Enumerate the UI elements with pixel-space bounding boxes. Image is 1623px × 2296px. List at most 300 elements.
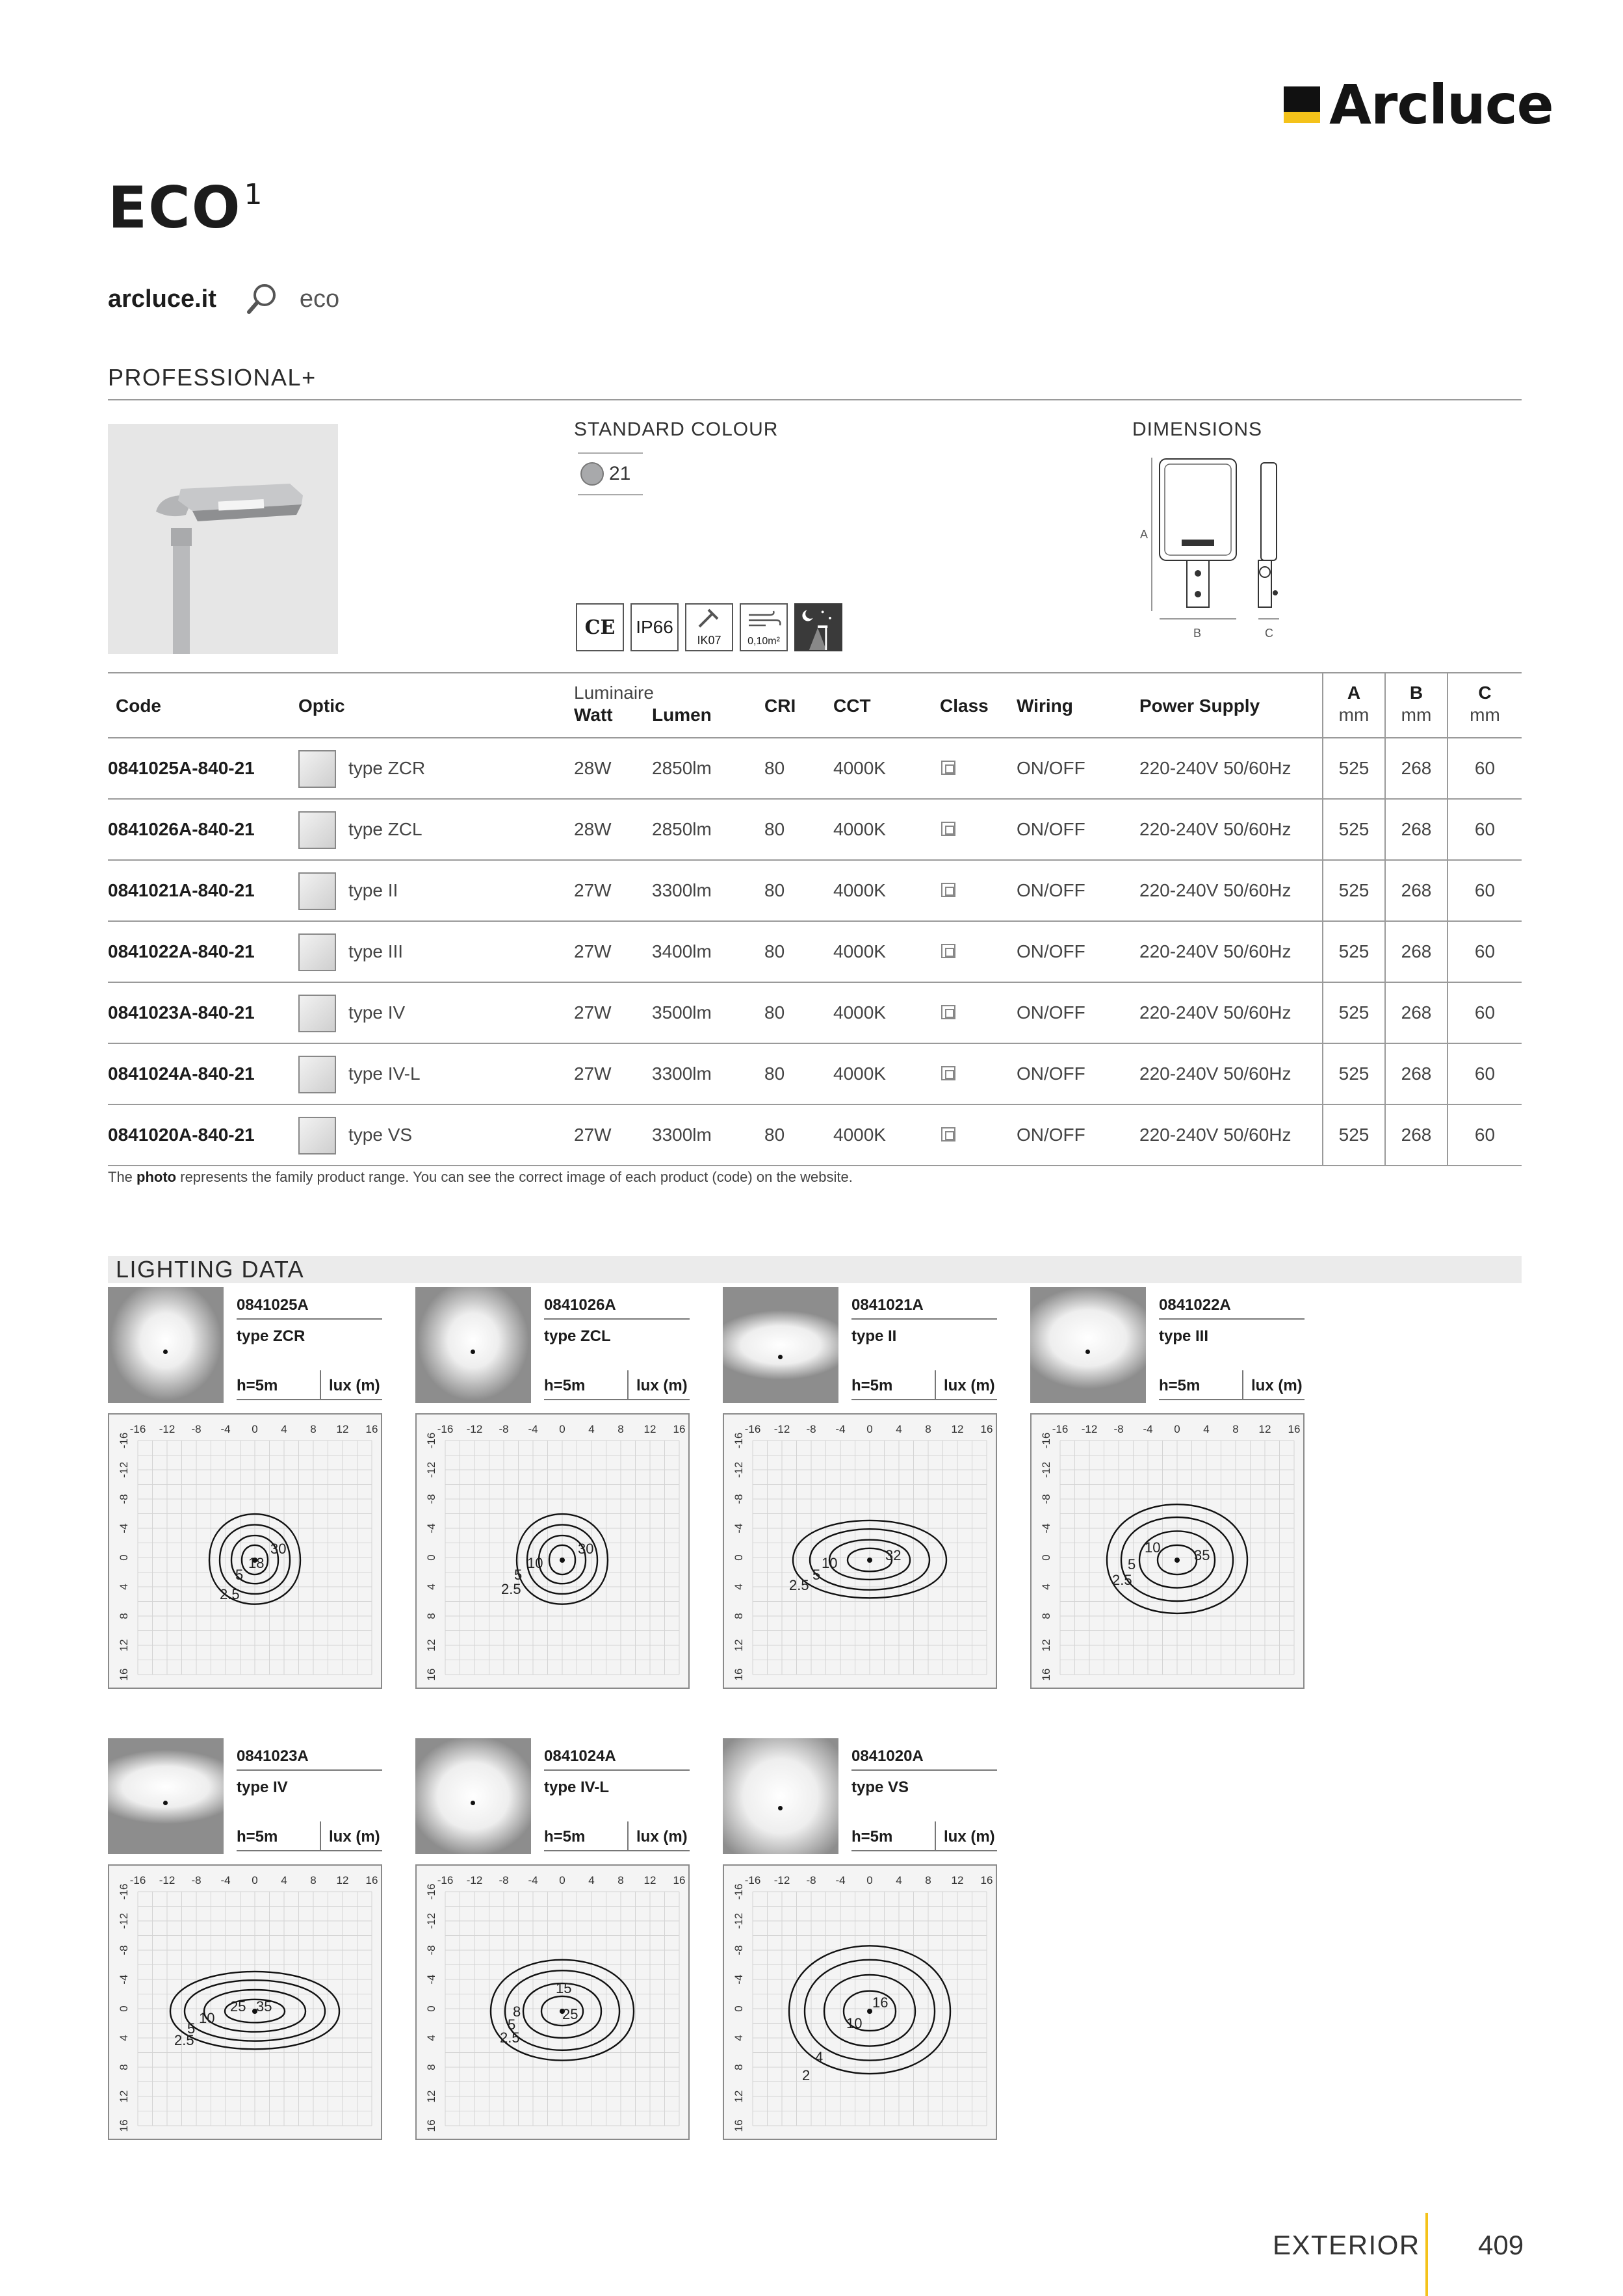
- x-tick-label: 12: [336, 1874, 349, 1886]
- section-professional: PROFESSIONAL+: [108, 364, 1522, 400]
- wind-surface-icon: 0,10m²: [740, 603, 788, 651]
- row-watt: 27W: [574, 941, 612, 961]
- y-tick-label: -8: [425, 1494, 437, 1504]
- y-tick-label: -4: [733, 1974, 745, 1985]
- y-tick-label: -12: [733, 1912, 745, 1929]
- y-tick-label: 8: [733, 1613, 745, 1619]
- mounting-height: h=5m: [1159, 1377, 1201, 1394]
- y-tick-label: -4: [425, 1523, 437, 1533]
- y-tick-label: -16: [1040, 1432, 1052, 1449]
- y-tick-label: -8: [425, 1945, 437, 1955]
- x-tick-label: 16: [980, 1423, 993, 1435]
- table-row[interactable]: [108, 1105, 1522, 1166]
- x-tick-label: -16: [129, 1423, 146, 1435]
- x-tick-label: 16: [1288, 1423, 1301, 1435]
- x-tick-label: 0: [866, 1423, 873, 1435]
- table-row[interactable]: [108, 922, 1522, 983]
- contour-label: 2.5: [220, 1586, 240, 1602]
- contour-label: 35: [1194, 1547, 1210, 1563]
- dimensions-label: DIMENSIONS: [1132, 419, 1263, 440]
- table-row[interactable]: [108, 861, 1522, 922]
- x-tick-label: 12: [643, 1874, 656, 1886]
- row-c: 60: [1474, 1125, 1496, 1145]
- isolux-card[interactable]: [108, 1738, 382, 2143]
- contour-label: 5: [812, 1567, 821, 1583]
- isolux-card[interactable]: [723, 1738, 997, 2143]
- row-optic: type ZCL: [348, 819, 422, 839]
- x-tick-label: 8: [310, 1423, 317, 1435]
- luminaire-position-icon: [560, 1558, 565, 1563]
- row-cct: 4000K: [833, 1002, 886, 1023]
- y-tick-label: -12: [1040, 1461, 1052, 1478]
- row-wiring: ON/OFF: [1017, 758, 1085, 778]
- lux-unit: lux (m): [636, 1828, 688, 1846]
- y-tick-label: 0: [425, 2005, 437, 2012]
- isolux-card[interactable]: [415, 1738, 690, 2143]
- row-b: 268: [1401, 1002, 1432, 1023]
- row-optic: type IV: [348, 1002, 406, 1023]
- x-tick-label: -4: [220, 1423, 231, 1435]
- x-tick-label: -4: [528, 1874, 538, 1886]
- contour-label: 5: [1128, 1556, 1136, 1572]
- contour-label: 2.5: [501, 1581, 521, 1597]
- y-tick-label: -4: [1040, 1523, 1052, 1533]
- card-type: type ZCR: [237, 1327, 305, 1345]
- row-watt: 28W: [574, 819, 612, 839]
- y-tick-label: 16: [733, 1668, 745, 1681]
- light-distribution-thumbnail: [415, 1287, 531, 1403]
- row-cri: 80: [764, 1063, 785, 1084]
- x-tick-label: 16: [673, 1423, 686, 1435]
- x-tick-label: 8: [925, 1874, 931, 1886]
- contour-label: 2.5: [500, 2029, 520, 2046]
- row-code: 0841021A-840-21: [108, 880, 255, 900]
- certification-icons: [576, 603, 842, 651]
- optic-icon: [298, 1117, 336, 1155]
- card-type: type IV-L: [544, 1779, 610, 1796]
- x-tick-label: -8: [191, 1874, 201, 1886]
- y-tick-label: 16: [425, 2119, 437, 2132]
- x-tick-label: -16: [129, 1874, 146, 1886]
- row-cct: 4000K: [833, 1063, 886, 1084]
- x-tick-label: 12: [951, 1423, 964, 1435]
- lux-unit: lux (m): [944, 1828, 995, 1846]
- isolux-plot: [417, 1866, 688, 2139]
- contour-label: 2: [802, 2067, 811, 2083]
- card-type: type III: [1159, 1327, 1209, 1345]
- y-tick-label: 0: [733, 2005, 745, 2012]
- y-tick-label: -16: [425, 1432, 437, 1449]
- row-lumen: 3500lm: [652, 1002, 712, 1023]
- row-code: 0841026A-840-21: [108, 819, 255, 839]
- card-type: type ZCL: [544, 1327, 611, 1345]
- col-class: Class: [940, 696, 989, 716]
- y-tick-label: -16: [118, 1883, 130, 1900]
- optic-icon: [298, 872, 336, 910]
- row-code: 0841025A-840-21: [108, 758, 255, 778]
- contour-label: 5: [187, 2020, 196, 2037]
- y-tick-label: -16: [425, 1883, 437, 1900]
- y-tick-label: -12: [118, 1461, 130, 1478]
- product-photo: [108, 424, 338, 654]
- card-type: type II: [851, 1327, 897, 1345]
- card-type: type IV: [237, 1779, 288, 1796]
- x-tick-label: -12: [773, 1423, 790, 1435]
- row-watt: 27W: [574, 1002, 612, 1023]
- contour-label: 25: [562, 2006, 578, 2022]
- x-tick-label: -4: [835, 1423, 846, 1435]
- x-tick-label: 8: [1232, 1423, 1239, 1435]
- row-optic: type VS: [348, 1125, 413, 1145]
- y-tick-label: 4: [425, 2035, 437, 2041]
- isolux-plot-frame: [723, 1413, 997, 1689]
- class-ii-icon: [941, 1066, 955, 1080]
- website-link[interactable]: arcluce.it: [108, 285, 216, 313]
- row-wiring: ON/OFF: [1017, 1002, 1085, 1023]
- col-cri: CRI: [764, 696, 796, 716]
- table-row[interactable]: [108, 800, 1522, 861]
- luminaire-position-icon: [867, 1558, 872, 1563]
- page-number: 409: [1478, 2230, 1524, 2260]
- row-c: 60: [1474, 758, 1496, 778]
- y-tick-label: -8: [733, 1494, 745, 1504]
- table-row[interactable]: [108, 1044, 1522, 1105]
- y-tick-label: 16: [118, 1668, 130, 1681]
- x-tick-label: -8: [1113, 1423, 1124, 1435]
- svg-text:B: B: [1193, 627, 1202, 640]
- row-cct: 4000K: [833, 758, 886, 778]
- col-watt: Watt: [574, 705, 613, 725]
- x-tick-label: 0: [559, 1874, 565, 1886]
- brand-name: Arcluce: [1329, 73, 1553, 137]
- x-tick-label: -12: [159, 1874, 175, 1886]
- class-ii-icon: [941, 1005, 955, 1019]
- y-tick-label: 8: [425, 2064, 437, 2070]
- x-tick-label: -16: [1052, 1423, 1069, 1435]
- optic-icon: [298, 750, 336, 788]
- contour-label: 2.5: [1112, 1572, 1132, 1588]
- x-tick-label: 0: [559, 1423, 565, 1435]
- isolux-card[interactable]: [415, 1287, 690, 1691]
- y-tick-label: 16: [118, 2119, 130, 2132]
- x-tick-label: 4: [281, 1423, 287, 1435]
- x-tick-label: -12: [466, 1874, 483, 1886]
- y-tick-label: -4: [118, 1974, 130, 1985]
- contour-label: 5: [514, 1567, 523, 1583]
- contour-label: 8: [513, 2003, 521, 2020]
- footer-category: EXTERIOR: [1273, 2230, 1420, 2260]
- col-code: Code: [116, 696, 161, 716]
- mounting-height: h=5m: [851, 1377, 893, 1394]
- mounting-height: h=5m: [237, 1377, 278, 1394]
- contour-label: 5: [235, 1567, 244, 1583]
- x-tick-label: -12: [159, 1423, 175, 1435]
- row-c: 60: [1474, 1063, 1496, 1084]
- x-tick-label: -4: [835, 1874, 846, 1886]
- card-code: 0841021A: [851, 1296, 924, 1314]
- y-tick-label: 8: [733, 2064, 745, 2070]
- mounting-height: h=5m: [544, 1377, 586, 1394]
- y-tick-label: 0: [733, 1554, 745, 1561]
- y-tick-label: -12: [425, 1461, 437, 1478]
- standard-colour-label: STANDARD COLOUR: [574, 419, 779, 440]
- class-ii-icon: [941, 883, 955, 897]
- row-a: 525: [1338, 1063, 1370, 1084]
- row-b: 268: [1401, 819, 1432, 839]
- col-lumen: Lumen: [652, 705, 712, 725]
- mounting-height: h=5m: [851, 1828, 893, 1846]
- x-tick-label: 4: [588, 1423, 595, 1435]
- x-tick-label: -12: [773, 1874, 790, 1886]
- y-tick-label: -8: [1040, 1494, 1052, 1504]
- row-optic: type II: [348, 880, 398, 900]
- row-optic: type IV-L: [348, 1063, 421, 1084]
- isolux-plot: [109, 1415, 381, 1688]
- class-ii-icon: [941, 761, 955, 775]
- row-cct: 4000K: [833, 1125, 886, 1145]
- table-row[interactable]: [108, 738, 1522, 800]
- x-tick-label: 12: [643, 1423, 656, 1435]
- search-query: eco: [299, 285, 340, 313]
- row-code: 0841024A-840-21: [108, 1063, 255, 1084]
- row-c: 60: [1474, 880, 1496, 900]
- card-code: 0841025A: [237, 1296, 309, 1314]
- row-b: 268: [1401, 941, 1432, 961]
- isolux-card[interactable]: [723, 1287, 997, 1691]
- x-tick-label: 4: [896, 1874, 902, 1886]
- search-icon: [244, 281, 280, 317]
- row-a: 525: [1338, 819, 1370, 839]
- section-lighting-data: LIGHTING DATA: [108, 1256, 1522, 1283]
- y-tick-label: 8: [425, 1613, 437, 1619]
- row-power: 220-240V 50/60Hz: [1139, 1125, 1292, 1145]
- isolux-plot: [109, 1866, 381, 2139]
- y-tick-label: 0: [118, 2005, 130, 2012]
- y-tick-label: -4: [733, 1523, 745, 1533]
- contour-label: 10: [527, 1555, 543, 1571]
- isolux-plot-frame: [723, 1864, 997, 2140]
- row-cct: 4000K: [833, 941, 886, 961]
- row-wiring: ON/OFF: [1017, 1063, 1085, 1084]
- contour-label: 4: [815, 2049, 824, 2065]
- x-tick-label: 4: [1203, 1423, 1210, 1435]
- row-lumen: 2850lm: [652, 819, 712, 839]
- y-tick-label: -16: [733, 1432, 745, 1449]
- col-cct: CCT: [833, 696, 871, 716]
- card-type: type VS: [851, 1779, 909, 1796]
- row-power: 220-240V 50/60Hz: [1139, 880, 1292, 900]
- svg-text:C: C: [1265, 627, 1273, 640]
- row-optic: type III: [348, 941, 404, 961]
- luminaire-position-icon: [867, 2009, 872, 2014]
- light-distribution-thumbnail: [1030, 1287, 1146, 1403]
- row-lumen: 3300lm: [652, 1063, 712, 1084]
- brand-logo[interactable]: [1284, 73, 1553, 137]
- row-wiring: ON/OFF: [1017, 880, 1085, 900]
- contour-label: 2.5: [174, 2032, 194, 2048]
- ip66-icon: IP66: [630, 603, 679, 651]
- card-code: 0841022A: [1159, 1296, 1231, 1314]
- light-distribution-thumbnail: [108, 1287, 224, 1403]
- isolux-plot-frame: [108, 1864, 382, 2140]
- y-tick-label: -12: [733, 1461, 745, 1478]
- website-search[interactable]: [108, 281, 339, 317]
- x-tick-label: -4: [528, 1423, 538, 1435]
- isolux-plot: [417, 1415, 688, 1688]
- x-tick-label: 12: [1258, 1423, 1271, 1435]
- class-ii-icon: [941, 944, 955, 958]
- dimensions-drawing: [1131, 449, 1300, 644]
- contour-label: 10: [199, 2010, 215, 2026]
- row-code: 0841020A-840-21: [108, 1125, 255, 1145]
- col-a: A: [1347, 683, 1361, 703]
- row-cri: 80: [764, 758, 785, 778]
- optic-icon: [298, 933, 336, 971]
- mounting-height: h=5m: [544, 1828, 586, 1846]
- row-a: 525: [1338, 941, 1370, 961]
- col-luminaire: Luminaire: [574, 683, 654, 703]
- x-tick-label: 0: [866, 1874, 873, 1886]
- light-distribution-thumbnail: [723, 1287, 838, 1403]
- row-code: 0841023A-840-21: [108, 1002, 255, 1023]
- x-tick-label: 16: [673, 1874, 686, 1886]
- x-tick-label: -8: [191, 1423, 201, 1435]
- row-cri: 80: [764, 1125, 785, 1145]
- card-code: 0841026A: [544, 1296, 616, 1314]
- x-tick-label: 8: [617, 1874, 624, 1886]
- light-distribution-thumbnail: [415, 1738, 531, 1854]
- y-tick-label: 12: [425, 1639, 437, 1652]
- x-tick-label: -16: [437, 1874, 454, 1886]
- row-a: 525: [1338, 880, 1370, 900]
- dark-sky-icon: [794, 603, 842, 651]
- lux-unit: lux (m): [329, 1377, 380, 1394]
- x-tick-label: 8: [925, 1423, 931, 1435]
- isolux-card[interactable]: [108, 1287, 382, 1691]
- y-tick-label: -16: [118, 1432, 130, 1449]
- y-tick-label: 16: [425, 1668, 437, 1681]
- card-code: 0841024A: [544, 1747, 616, 1765]
- isolux-plot-frame: [108, 1413, 382, 1689]
- ce-mark-icon: CE: [576, 603, 624, 651]
- y-tick-label: 4: [733, 2035, 745, 2041]
- y-tick-label: 12: [733, 2090, 745, 2103]
- colour-option[interactable]: [578, 452, 643, 495]
- row-optic: type ZCR: [348, 758, 426, 778]
- x-tick-label: 4: [588, 1874, 595, 1886]
- y-tick-label: 0: [425, 1554, 437, 1561]
- x-tick-label: -16: [744, 1874, 761, 1886]
- contour-label: 10: [846, 2015, 863, 2031]
- card-code: 0841023A: [237, 1747, 309, 1765]
- isolux-plot: [724, 1415, 996, 1688]
- y-tick-label: 12: [1040, 1639, 1052, 1652]
- y-tick-label: -4: [425, 1974, 437, 1985]
- y-tick-label: 4: [733, 1584, 745, 1590]
- lux-unit: lux (m): [1251, 1377, 1303, 1394]
- row-a: 525: [1338, 1002, 1370, 1023]
- row-cri: 80: [764, 941, 785, 961]
- mounting-height: h=5m: [237, 1828, 278, 1846]
- brand-mark-icon: [1284, 86, 1320, 123]
- table-header: Code Optic Luminaire Watt Lumen CRI CCT Class Wiring Power Supply A mm B mm C mm: [108, 672, 1522, 738]
- x-tick-label: -12: [1081, 1423, 1098, 1435]
- row-power: 220-240V 50/60Hz: [1139, 758, 1292, 778]
- row-lumen: 3300lm: [652, 1125, 712, 1145]
- x-tick-label: -4: [1143, 1423, 1153, 1435]
- x-tick-label: 0: [1174, 1423, 1180, 1435]
- row-wiring: ON/OFF: [1017, 1125, 1085, 1145]
- x-tick-label: -8: [499, 1874, 509, 1886]
- contour-label: 30: [578, 1541, 594, 1557]
- x-tick-label: -12: [466, 1423, 483, 1435]
- col-c: C: [1478, 683, 1492, 703]
- row-cri: 80: [764, 1002, 785, 1023]
- x-tick-label: -16: [437, 1423, 454, 1435]
- lux-unit: lux (m): [944, 1377, 995, 1394]
- x-tick-label: 0: [252, 1874, 258, 1886]
- x-tick-label: 8: [310, 1874, 317, 1886]
- col-power-supply: Power Supply: [1139, 696, 1260, 716]
- y-tick-label: 16: [733, 2119, 745, 2132]
- y-tick-label: -8: [118, 1494, 130, 1504]
- col-b: B: [1409, 683, 1423, 703]
- row-watt: 27W: [574, 880, 612, 900]
- x-tick-label: 8: [617, 1423, 624, 1435]
- row-cri: 80: [764, 819, 785, 839]
- contour-label: 32: [885, 1547, 902, 1563]
- class-ii-icon: [941, 1127, 955, 1141]
- x-tick-label: -16: [744, 1423, 761, 1435]
- card-code: 0841020A: [851, 1747, 924, 1765]
- contour-label: 25: [230, 1998, 246, 2015]
- table-row[interactable]: [108, 983, 1522, 1044]
- x-tick-label: 4: [281, 1874, 287, 1886]
- x-tick-label: -4: [220, 1874, 231, 1886]
- y-tick-label: -8: [118, 1945, 130, 1955]
- y-tick-label: 8: [1040, 1613, 1052, 1619]
- light-distribution-thumbnail: [108, 1738, 224, 1854]
- contour-label: 2.5: [789, 1577, 809, 1593]
- x-tick-label: 16: [980, 1874, 993, 1886]
- row-b: 268: [1401, 880, 1432, 900]
- y-tick-label: 4: [118, 2035, 130, 2041]
- isolux-card[interactable]: [1030, 1287, 1305, 1691]
- lux-unit: lux (m): [636, 1377, 688, 1394]
- y-tick-label: -4: [118, 1523, 130, 1533]
- row-cri: 80: [764, 880, 785, 900]
- class-ii-icon: [941, 822, 955, 836]
- row-lumen: 2850lm: [652, 758, 712, 778]
- colour-code: 21: [609, 463, 631, 484]
- row-watt: 28W: [574, 758, 612, 778]
- x-tick-label: 16: [365, 1874, 378, 1886]
- row-cct: 4000K: [833, 880, 886, 900]
- row-wiring: ON/OFF: [1017, 941, 1085, 961]
- x-tick-label: -8: [806, 1423, 816, 1435]
- ik07-icon: IK07: [685, 603, 733, 651]
- contour-label: 35: [256, 1998, 272, 2015]
- contour-label: 30: [270, 1541, 287, 1557]
- row-code: 0841022A-840-21: [108, 941, 255, 961]
- contour-label: 15: [556, 1980, 572, 1996]
- row-watt: 27W: [574, 1063, 612, 1084]
- row-c: 60: [1474, 941, 1496, 961]
- product-table: [108, 672, 1522, 1166]
- lux-unit: lux (m): [329, 1828, 380, 1846]
- row-watt: 27W: [574, 1125, 612, 1145]
- row-b: 268: [1401, 1063, 1432, 1084]
